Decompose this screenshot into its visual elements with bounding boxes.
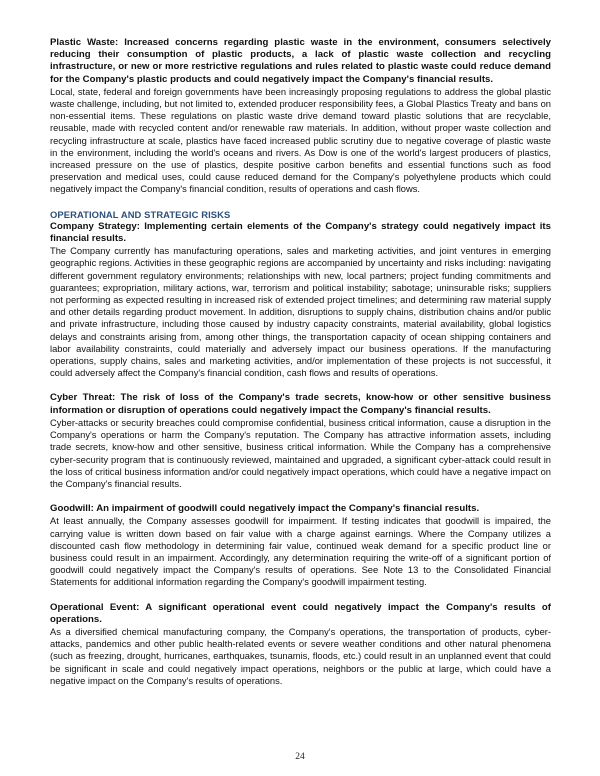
risk-body: As a diversified chemical manufacturing company, the Company's operations, the transportation of products, cyber-attacks, pandemics and other public health-related events or severe weather conditions and other natural phenomena (such as freezing, drought, hurricanes, earthquakes, tsunamis, floods, etc.) could result in an unplanned event that could be significant in scale and could negatively impact operations, neighbors or the public at large, which could have a negative impact on the Company's results of operations.: [50, 626, 551, 686]
page-number: 24: [295, 752, 305, 762]
risk-body: Local, state, federal and foreign governments have been increasingly proposing regulations to address the global plastic waste challenge, including, but not limited to, extended producer responsibility fees, a Global Plastics Treaty and bans on non-essential items. These regulations on plastic waste drive demand toward plastic solutions that are recyclable, reusable, made with recycled content and/or renewable raw materials. In addition, without proper waste collection and recycling infrastructure at scale, plastics have faced increased public scrutiny due to negative coverage of plastic waste in the environment, including the world's oceans and rivers. As Dow is one of the world's largest producers of plastics, increased pressure on the use of plastics, despite positive carbon benefits and essential functions such as food preservation and medical uses, could cause reduced demand for the Company's polyethylene products which could negatively impact the Company's financial condition, results of operations and cash flows.: [50, 86, 551, 195]
section-title-operational-strategic: OPERATIONAL AND STRATEGIC RISKS: [50, 208, 231, 220]
risk-goodwill: [50, 503, 551, 588]
risk-heading: Plastic Waste: Increased concerns regarding plastic waste in the environment, consumers selectively reducing their consumption of plastic products, a lack of plastic waste collection and recycling infrastructure, or new or more restrictive regulations and rules related to plastic waste could reduce demand for the Company's plastic products and could negatively impact the Company's financial results.: [50, 37, 551, 85]
risk-company-strategy: [50, 209, 551, 380]
risk-operational-event: [50, 602, 551, 687]
risk-heading: Operational Event: A significant operational event could negatively impact the Company's results of operations.: [50, 601, 551, 625]
risk-heading: Cyber Threat: The risk of loss of the Company's trade secrets, know-how or other sensitive business information or disruption of operations could negatively impact the Company's financial results.: [50, 392, 551, 416]
risk-heading: Goodwill: An impairment of goodwill could negatively impact the Company's financial results.: [50, 503, 480, 515]
risk-plastic-waste: [50, 37, 551, 196]
document-page: [50, 37, 551, 700]
risk-body: The Company currently has manufacturing operations, sales and marketing activities, and joint ventures in emerging geographic regions. Activities in these geographic regions are accompanied by uncertainty and risks including: navigating different government regulatory environments; relationships with new, local partners; project funding commitments and guarantees; expropriation, military actions, war, terrorism and political instability; sabotage; uninsurable risks; suppliers not performing as expected resulting in increased risk of extended project timelines; and determining raw material supply and other details regarding product movement. In addition, disruptions to supply chains, distribution chains and/or public and private infrastructure, including those caused by industry capacity constraints, material availability, global logistics delays and constraints arising from, among other things, the transportation capacity of ocean shipping containers and labor availability constraints, could materially and adversely impact our business operations. If the manufacturing operations, supply chains, sales and marketing activities, and/or implementation of these projects is not successful, it could adversely affect the Company's financial condition, cash flows and results of operations.: [50, 246, 551, 379]
risk-cyber-threat: [50, 392, 551, 490]
risk-body: Cyber-attacks or security breaches could compromise confidential, business critical information, cause a disruption in the Company's operations or harm the Company's reputation. The Company has attractive information assets, including trade secrets, know-how and other sensitive, business critical information. While the Company has a comprehensive cyber-security program that is continuously reviewed, maintained and upgraded, a significant cyber-attack could result in the loss of critical business information and/or could negatively impact operations, which could have a negative impact on the Company's financial results.: [50, 417, 551, 489]
risk-body: At least annually, the Company assesses goodwill for impairment. If testing indicates that goodwill is impaired, the carrying value is written down based on fair value with a charge against earnings. Where the Company utilizes a discounted cash flow methodology in determining fair value, continued weak demand for a specific product line or business could result in an impairment. Accordingly, any determination requiring the write-off of a significant portion of goodwill could negatively impact the Company's results of operations. See Note 13 to the Consolidated Financial Statements for additional information regarding the Company's goodwill impairment testing.: [50, 516, 551, 588]
risk-heading: Company Strategy: Implementing certain elements of the Company's strategy could negatively impact its financial results.: [50, 220, 551, 245]
